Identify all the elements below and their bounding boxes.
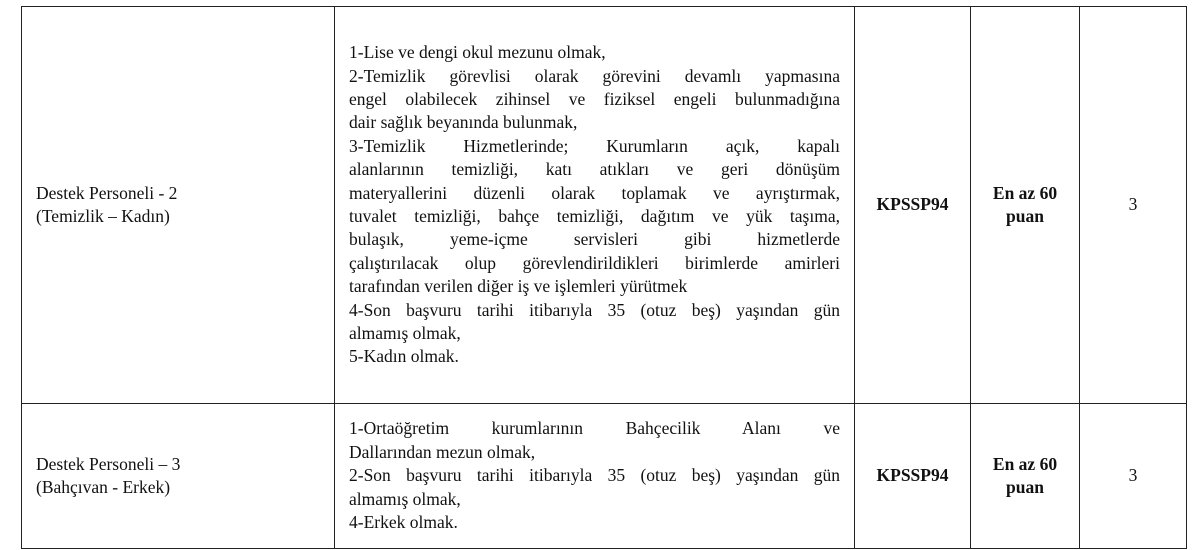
position-cell <box>22 7 335 404</box>
requirement-line: dair sağlık beyanında bulunmak, <box>349 112 578 133</box>
requirement-line: bulaşık, yeme-içme servisleri gibi hizmetlerde <box>349 229 840 250</box>
requirement-line: 4-Son başvuru tarihi itibarıyla 35 (otuz beş) yaşından gün <box>349 299 840 320</box>
min-score-cell <box>971 7 1080 404</box>
requirement-line: 3-Temizlik Hizmetlerinde; Kurumların açık, kapalı <box>349 135 840 156</box>
requirement-line: alanlarının temizliği, katı atıkları ve geri dönüşüm <box>349 159 840 180</box>
position-detail: (Temizlik – Kadın) <box>36 206 170 226</box>
min-score-unit: puan <box>1006 206 1044 226</box>
requirement-line: 1-Lise ve dengi okul mezunu olmak, <box>349 42 606 63</box>
requirement-line: 2-Son başvuru tarihi itibarıyla 35 (otuz beş) yaşından gün <box>349 465 840 486</box>
requirement-line: almamış olmak, <box>349 488 461 509</box>
position-count-cell: 3 <box>1080 7 1187 404</box>
exam-type-cell: KPSSP94 <box>855 404 971 549</box>
requirement-line: çalıştırılacak olup görevlendirildikleri birimlerde amirleri <box>349 252 840 273</box>
position-count-cell: 3 <box>1080 404 1187 549</box>
min-score-value: En az 60 <box>992 453 1058 474</box>
requirement-line: Dallarından mezun olmak, <box>349 441 536 462</box>
requirement-line: 4-Erkek olmak. <box>349 512 458 533</box>
position-detail: (Bahçıvan - Erkek) <box>36 477 171 497</box>
table-row <box>22 404 1187 549</box>
exam-type-cell: KPSSP94 <box>855 7 971 404</box>
requirement-line: tarafından verilen diğer iş ve işlemleri yürütmek <box>349 276 688 297</box>
requirement-line: 5-Kadın olmak. <box>349 346 459 367</box>
min-score-value: En az 60 <box>992 182 1058 203</box>
requirements-cell <box>335 404 855 549</box>
table-row <box>22 7 1187 404</box>
position-title: Destek Personeli - 2 <box>36 182 178 203</box>
position-cell <box>22 404 335 549</box>
requirements-cell <box>335 7 855 404</box>
requirement-line: 2-Temizlik görevlisi olarak görevini devamlı yapmasına <box>349 65 840 86</box>
requirement-line: materyallerini düzenli olarak toplamak ve ayrıştırmak, <box>349 182 840 203</box>
requirement-line: 1-Ortaöğretim kurumlarının Bahçecilik Alanı ve <box>349 418 840 439</box>
position-title: Destek Personeli – 3 <box>36 453 181 474</box>
min-score-cell <box>971 404 1080 549</box>
requirement-line: tuvalet temizliği, bahçe temizliği, dağıtım ve yük taşıma, <box>349 206 840 226</box>
requirement-line: almamış olmak, <box>349 323 461 344</box>
min-score-unit: puan <box>1006 477 1044 497</box>
staff-positions-table <box>21 6 1187 549</box>
requirement-line: engel olabilecek zihinsel ve fiziksel engeli bulunmadığına <box>349 88 840 109</box>
